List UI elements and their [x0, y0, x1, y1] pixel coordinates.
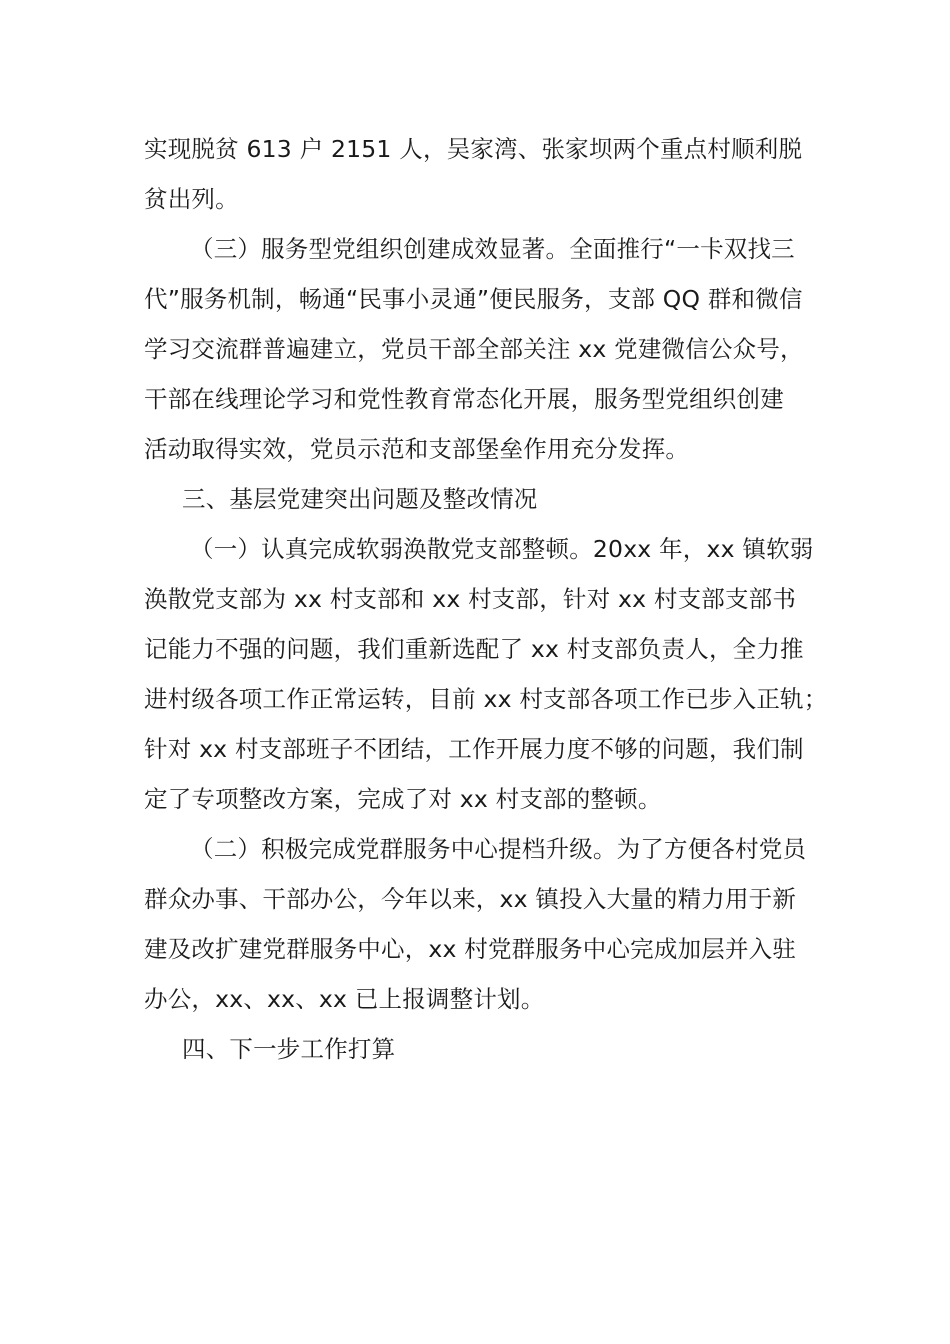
section-heading-problems: [144, 474, 844, 524]
paragraph-weak-branch-rectification: [144, 524, 844, 824]
text-line: 记能力不强的问题，我们重新选配了 xx 村支部负责人，全力推: [144, 635, 804, 663]
document-body: [144, 124, 844, 1074]
section-heading-next-steps: [144, 1024, 844, 1074]
text-line: 干部在线理论学习和党性教育常态化开展，服务型党组织创建: [144, 385, 784, 413]
text-line: 贫出列。: [144, 185, 239, 213]
text-line: 学习交流群普遍建立，党员干部全部关注 xx 党建微信公众号，: [144, 335, 804, 363]
text-line: 群众办事、干部办公，今年以来，xx 镇投入大量的精力用于新: [144, 885, 797, 913]
text-line: 进村级各项工作正常运转，目前 xx 村支部各项工作已步入正轨；: [144, 685, 828, 713]
paragraph-poverty-result: [144, 124, 844, 224]
paragraph-service-party-org: [144, 224, 844, 474]
text-line: （二）积极完成党群服务中心提档升级。为了方便各村党员: [190, 835, 807, 863]
section-heading: 四、下一步工作打算: [182, 1035, 396, 1063]
text-line: （一）认真完成软弱涣散党支部整顿。20xx 年，xx 镇软弱: [190, 535, 814, 563]
text-line: 定了专项整改方案，完成了对 xx 村支部的整顿。: [144, 785, 662, 813]
text-line: 涣散党支部为 xx 村支部和 xx 村支部，针对 xx 村支部支部书: [144, 585, 797, 613]
text-line: （三）服务型党组织创建成效显著。全面推行“一卡双找三: [190, 235, 795, 263]
text-line: 代”服务机制，畅通“民事小灵通”便民服务，支部 QQ 群和微信: [144, 285, 803, 313]
text-line: 针对 xx 村支部班子不团结，工作开展力度不够的问题，我们制: [144, 735, 804, 763]
section-heading: 三、基层党建突出问题及整改情况: [182, 485, 538, 513]
text-line: 活动取得实效，党员示范和支部堡垒作用充分发挥。: [144, 435, 690, 463]
text-line: 实现脱贫 613 户 2151 人，吴家湾、张家坝两个重点村顺利脱: [144, 135, 803, 163]
text-line: 办公，xx、xx、xx 已上报调整计划。: [144, 985, 545, 1013]
paragraph-service-center-upgrade: [144, 824, 844, 1024]
text-line: 建及改扩建党群服务中心，xx 村党群服务中心完成加层并入驻: [144, 935, 797, 963]
